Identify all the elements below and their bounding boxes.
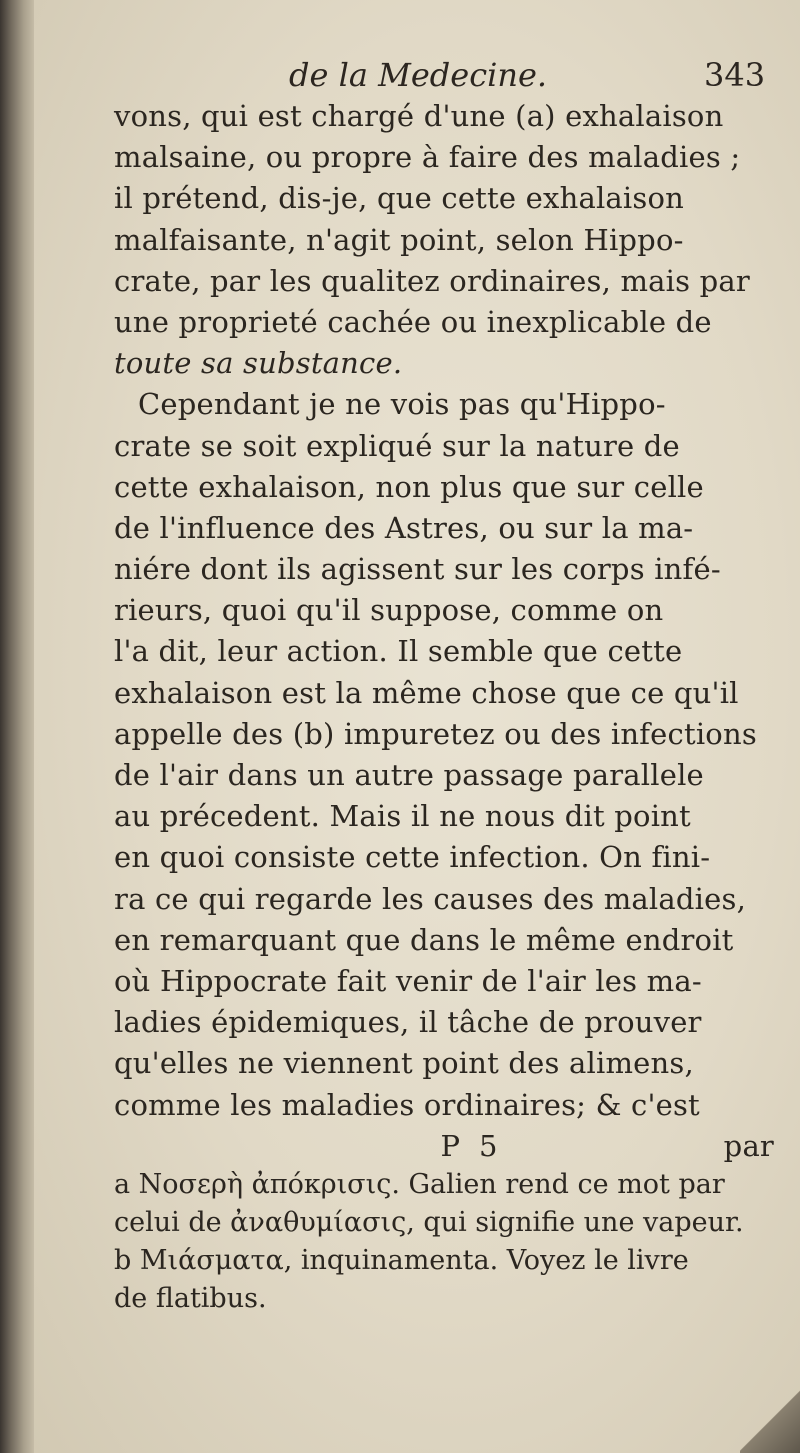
footnote-a: a Νοσερὴ ἀπόκρισις. Galien rend ce mot par: [114, 1169, 725, 1200]
text-line: crate, par les qualitez ordinaires, mais par: [114, 263, 750, 298]
text-line: de l'influence des Astres, ou sur la ma-: [114, 510, 694, 545]
book-page: [34, 0, 800, 1453]
text-line: qu'elles ne viennent point des alimens,: [114, 1046, 694, 1081]
book-binding-gutter: [0, 0, 34, 1453]
text-line: crate se soit expliqué sur la nature de: [114, 428, 680, 463]
text-line: une proprieté cachée ou inexplicable de: [114, 304, 712, 339]
text-line: il prétend, dis-je, que cette exhalaison: [114, 181, 685, 216]
footnotes: [114, 1166, 794, 1318]
text-line: toute sa substance.: [114, 346, 403, 381]
text-line: vons, qui est chargé d'une (a) exhalaison: [114, 99, 724, 133]
paragraph-start-line: Cependant je ne vois pas qu'Hippo-: [138, 387, 666, 422]
catchword-line: P 5 par: [440, 1128, 774, 1163]
text-line: cette exhalaison, non plus que sur celle: [114, 469, 704, 504]
text-line: l'a dit, leur action. Il semble que cette: [114, 634, 683, 669]
footnote-b: b Μιάσματα, inquinamenta. Voyez le livre: [114, 1245, 689, 1276]
text-line: où Hippocrate fait venir de l'air les ma-: [114, 963, 702, 998]
text-line: au précedent. Mais il ne nous dit point: [114, 799, 691, 834]
text-line: appelle des (b) impuretez ou des infections: [114, 716, 757, 751]
page-number: 343: [704, 56, 766, 94]
text-line: exhalaison est la même chose que ce qu'il: [114, 675, 739, 710]
text-line: malfaisante, n'agit point, selon Hippo-: [114, 222, 684, 257]
text-line: rieurs, quoi qu'il suppose, comme on: [114, 593, 664, 628]
running-head: [34, 56, 800, 96]
text-line: ra ce qui regarde les causes des maladies,: [114, 881, 746, 916]
text-line: comme les maladies ordinaires; & c'est: [114, 1087, 700, 1122]
text-line: en quoi consiste cette infection. On fini-: [114, 840, 711, 875]
footnote-a-continued: celui de ἀναθυμίασις, qui signifie une vapeur.: [114, 1207, 744, 1238]
text-line: ladies épidemiques, il tâche de prouver: [114, 1005, 702, 1040]
text-line: niére dont ils agissent sur les corps infé-: [114, 552, 721, 587]
footnote-b-continued: de flatibus.: [114, 1283, 267, 1314]
body-text: [114, 96, 794, 1167]
text-line: malsaine, ou propre à faire des maladies ;: [114, 140, 741, 175]
text-line: en remarquant que dans le même endroit: [114, 922, 734, 957]
text-line: de l'air dans un autre passage parallele: [114, 758, 704, 792]
page-corner-shadow: [740, 1373, 800, 1453]
running-title: de la Medecine.: [289, 56, 548, 94]
